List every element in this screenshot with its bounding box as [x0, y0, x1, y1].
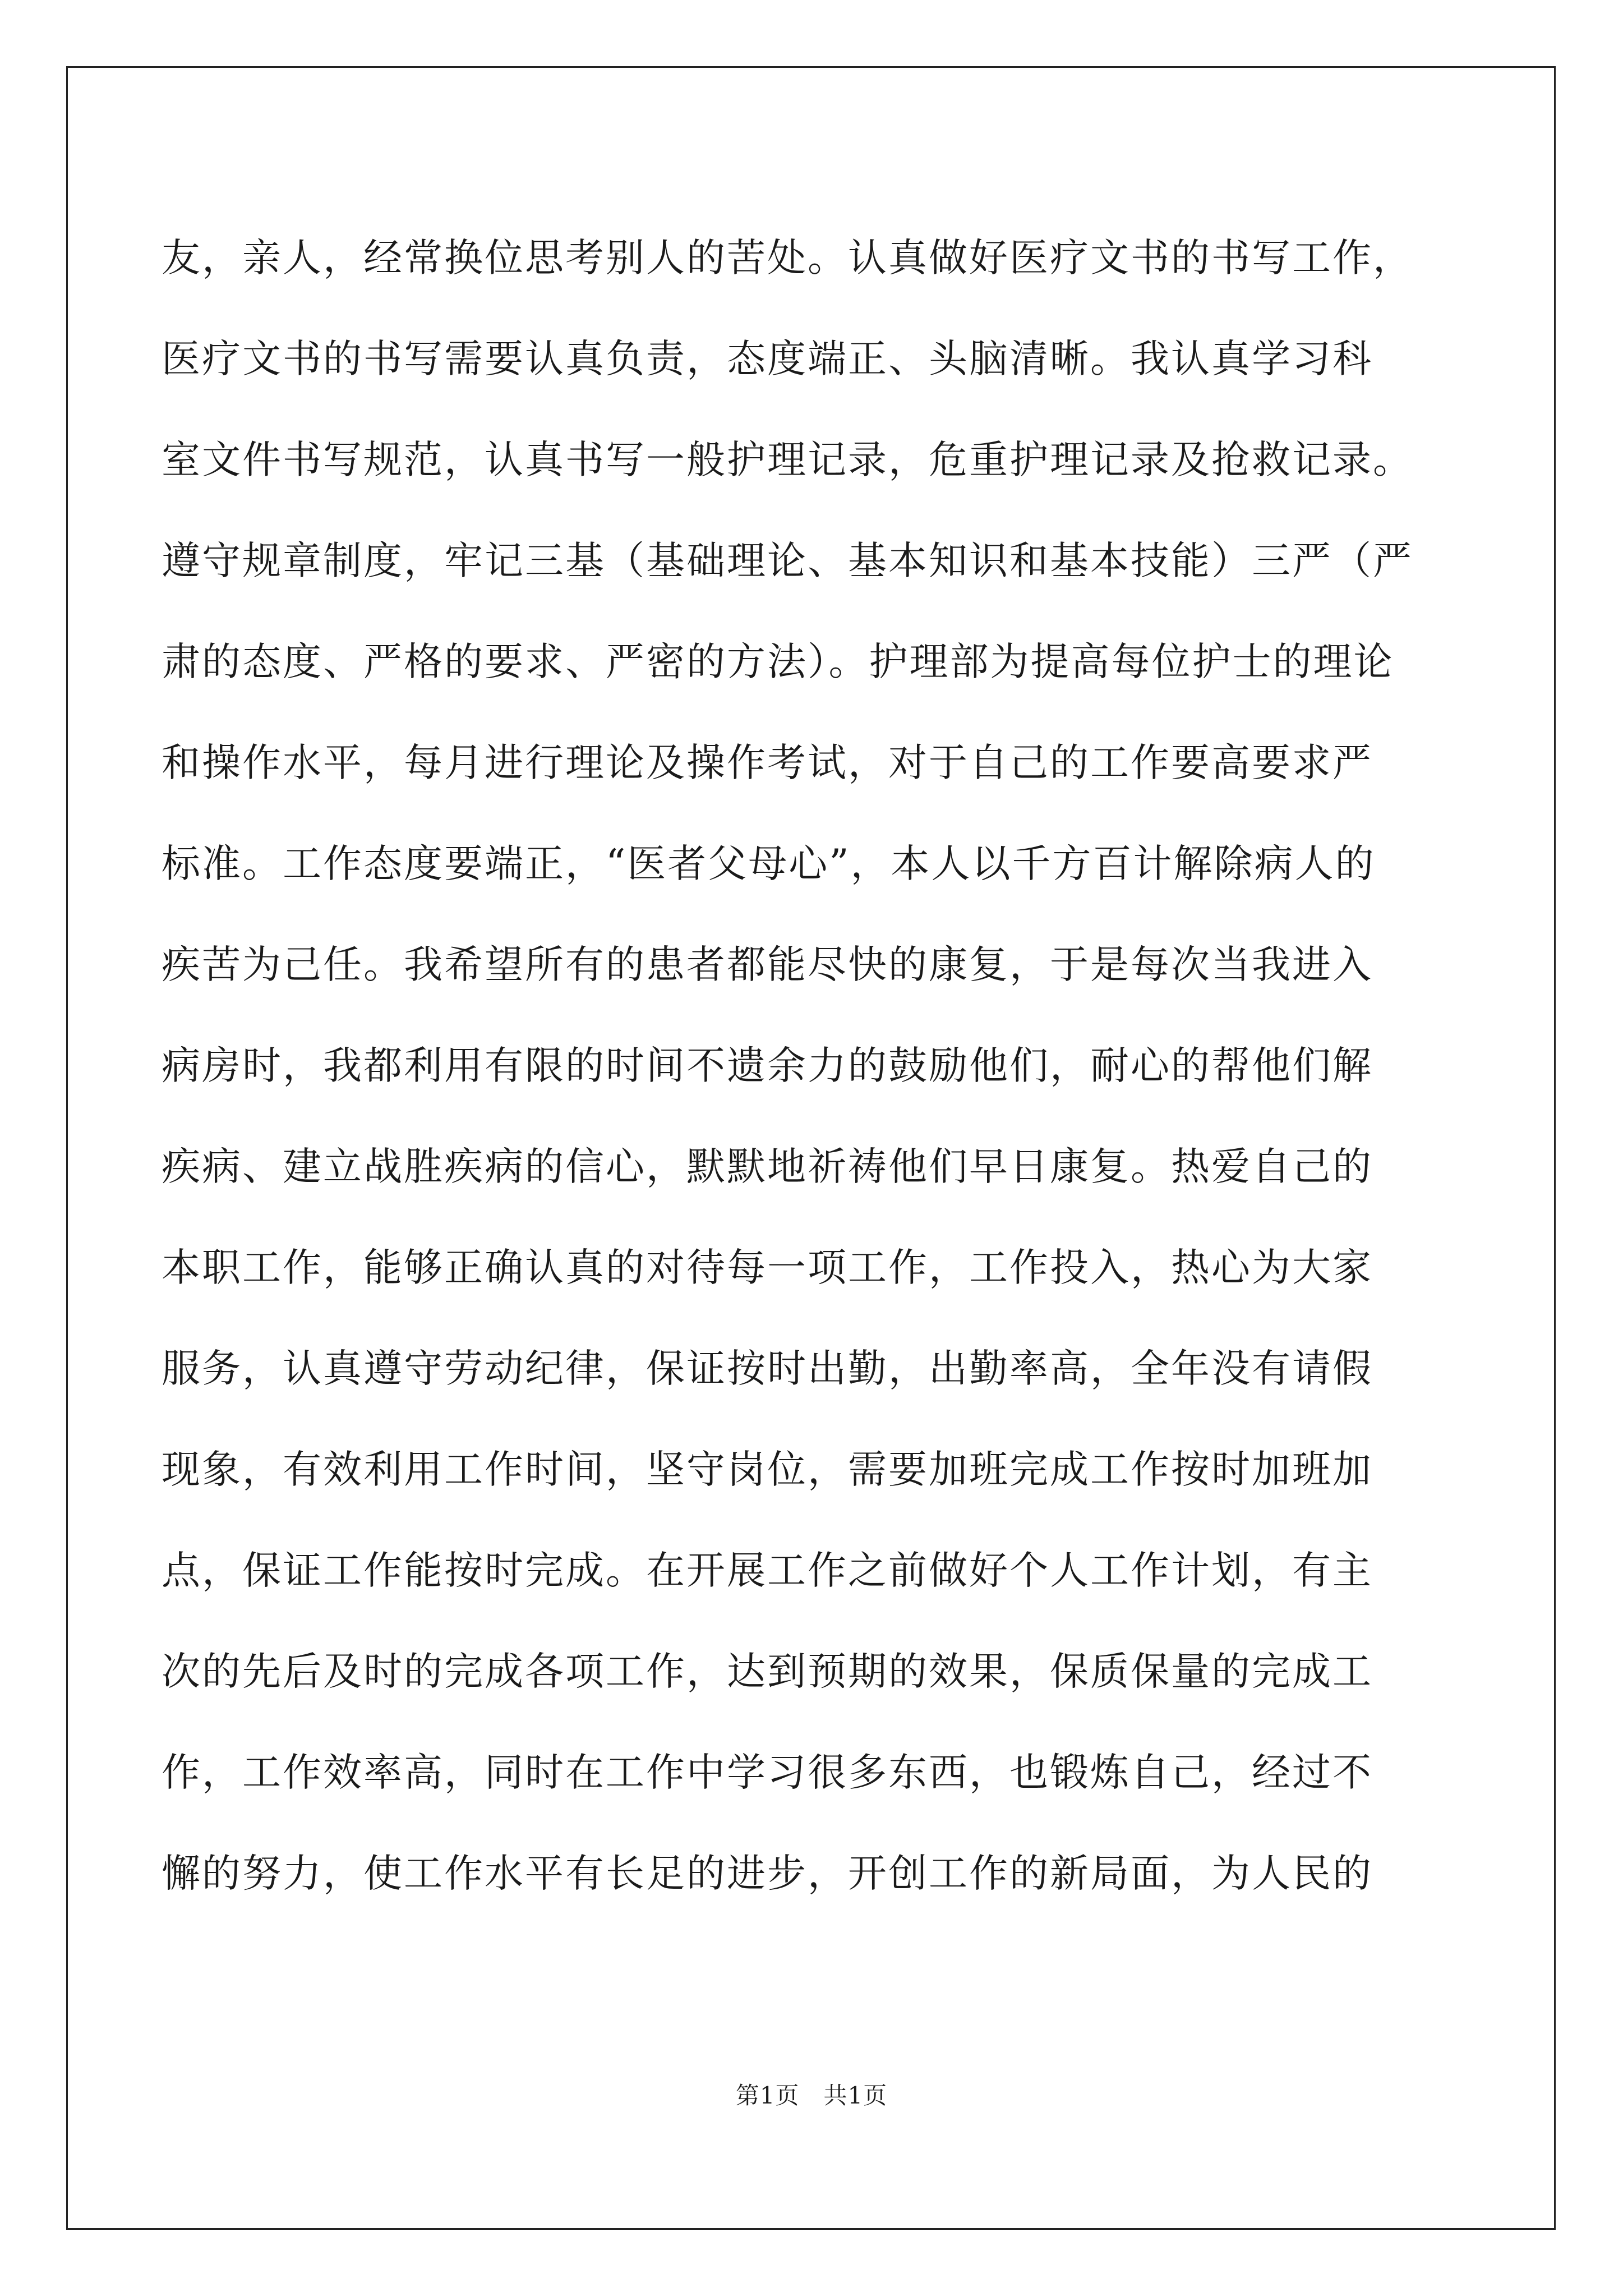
text-line: 和操作水平，每月进行理论及操作考试，对于自己的工作要高要求严	[162, 740, 1373, 785]
text-line: 标准。工作态度要端正，“医者父母心”，本人以千方百计解除病人的	[162, 841, 1376, 886]
text-line: 服务，认真遵守劳动纪律，保证按时出勤，出勤率高，全年没有请假	[162, 1346, 1373, 1391]
text-line: 本职工作，能够正确认真的对待每一项工作，工作投入，热心为大家	[162, 1245, 1373, 1290]
text-line: 病房时，我都利用有限的时间不遗余力的鼓励他们，耐心的帮他们解	[162, 1043, 1373, 1088]
text-line: 医疗文书的书写需要认真负责，态度端正、头脑清晰。我认真学习科	[162, 337, 1373, 381]
text-line: 室文件书写规范，认真书写一般护理记录，危重护理记录及抢救记录。	[162, 438, 1413, 482]
text-line: 疾苦为己任。我希望所有的患者都能尽快的康复，于是每次当我进入	[162, 942, 1373, 987]
page-number-footer: 第1页 共1页	[735, 2082, 888, 2109]
text-line: 遵守规章制度，牢记三基（基础理论、基本知识和基本技能）三严（严	[162, 539, 1413, 583]
text-line: 现象，有效利用工作时间，坚守岗位，需要加班完成工作按时加班加	[162, 1447, 1373, 1492]
text-line: 作，工作效率高，同时在工作中学习很多东西，也锻炼自己，经过不	[162, 1750, 1373, 1795]
text-line: 友，亲人，经常换位思考别人的苦处。认真做好医疗文书的书写工作，	[162, 236, 1413, 280]
text-line: 懈的努力，使工作水平有长足的进步，开创工作的新局面，为人民的	[162, 1851, 1373, 1896]
text-line: 疾病、建立战胜疾病的信心，默默地祈祷他们早日康复。热爱自己的	[162, 1144, 1373, 1189]
text-line: 肃的态度、严格的要求、严密的方法）。护理部为提高每位护士的理论	[162, 639, 1394, 684]
text-line: 点，保证工作能按时完成。在开展工作之前做好个人工作计划，有主	[162, 1548, 1373, 1593]
text-line: 次的先后及时的完成各项工作，达到预期的效果，保质保量的完成工	[162, 1649, 1373, 1694]
document-body	[162, 208, 1474, 1924]
